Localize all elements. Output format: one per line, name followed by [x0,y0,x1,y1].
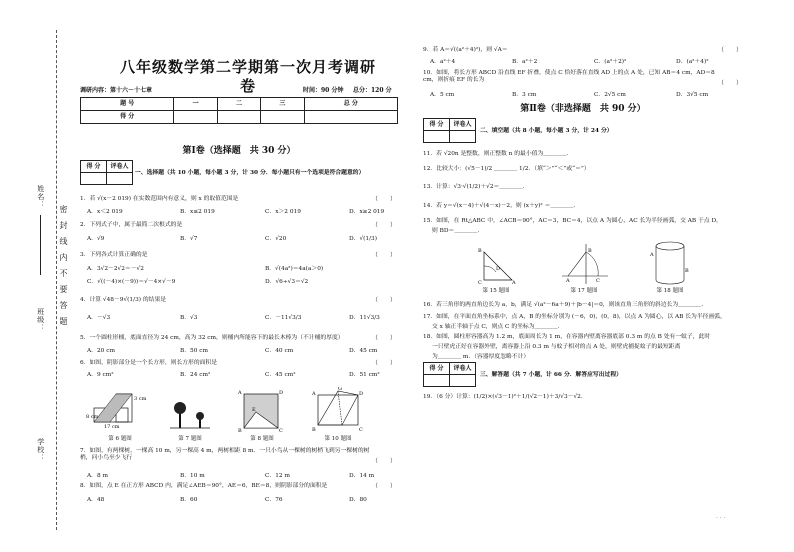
figure-17 [560,242,610,286]
svg-text:C: C [359,427,363,433]
grader-label: 评卷人 [107,161,133,173]
school-label: 学校： [36,438,45,462]
option[interactable]: B．√(4a²)＝4a(a＞0) [265,266,324,272]
option[interactable]: A．x＜2 019 [87,209,123,215]
grader-label: 得 分 [424,119,450,131]
option[interactable]: B．24 cm² [180,372,211,378]
question-13: 13．计算：√3·√(1/2)＋√2＝＿＿＿＿． [423,184,529,190]
option[interactable]: B．50 cm [180,348,209,354]
svg-text:E: E [252,407,256,413]
svg-text:B: B [685,268,689,274]
grader-label: 评卷人 [450,363,476,375]
exam-time: 时间：90 分钟 [303,87,344,94]
option[interactable]: D．3√5 cm [676,92,709,98]
option[interactable]: D．45 cm [349,348,378,354]
svg-text:A: A [238,390,242,396]
grader-cell[interactable] [450,131,476,143]
answer-paren[interactable]: （ ） [372,335,397,342]
grader-box-2 [423,118,476,143]
score-cell: 总 分 [304,98,397,111]
option[interactable]: A．5 cm [430,92,455,98]
caption-fig10: 第 10 题图 [324,436,352,442]
option[interactable]: D．11√3/3 [349,315,380,321]
question-12: 12．比较大小：(√5－1)/2 ＿＿＿＿ 1/2．（填“＞”“＜”或“＝”） [423,166,590,172]
option[interactable]: A．8 m [87,473,109,479]
question-17: 17．如图，在平面直角坐标系中，点 A，B 的坐标分别为 (－6，0)，(0，8)，以点 A 为圆心，以 AB 长为半径画弧， [423,314,726,320]
option[interactable]: C．－11√3/3 [265,315,302,321]
option[interactable]: C．12 m [265,473,290,479]
answer-paren[interactable]: （ ） [372,458,397,465]
answer-paren[interactable]: （ ） [372,360,397,367]
figure-18 [650,240,690,286]
question-2: 2．下列式子中，属于最简二次根式的是 [80,222,183,228]
score-cell[interactable] [174,111,217,124]
caption-fig8: 第 8 题图 [250,436,274,442]
exam-scope: 调研内容：第十六－十七章 [80,87,153,94]
option[interactable]: A．√9 [87,236,105,242]
fig6-label-bottom: 17 cm [104,424,120,430]
option[interactable]: B．x≤2 019 [180,209,215,215]
caption-fig15: 第 15 题图 [482,288,510,294]
question-7: 7．如图，有两棵树，一棵高 10 m，另一棵高 4 m，两树相距 8 m．一只小鸟从一棵树的树梢飞到另一棵树的树梢，问小鸟至少飞行 [80,448,370,462]
grader-label: 得 分 [81,161,107,173]
answer-paren[interactable]: （ ） [372,222,397,229]
grader-box-3 [423,362,476,387]
svg-text:C: C [478,280,482,284]
footer-mark: · · · [716,515,726,522]
option[interactable]: C．x＞2 019 [265,209,301,215]
svg-text:D: D [359,391,364,397]
option[interactable]: C．(a²＋2)² [594,59,627,65]
score-cell: 题 号 [81,98,174,111]
exam-total: 总分：120 分 [353,87,392,94]
section2-title: 二、填空题（共 8 小题，每小题 3 分，计 24 分） [480,128,613,134]
figure-7 [170,400,210,430]
option[interactable]: B．√3 [180,315,198,321]
svg-text:D: D [496,266,501,272]
question-17-cont: 交 x 轴正半轴于点 C，则点 C 的坐标为＿＿＿＿． [432,324,564,330]
figure-8 [238,390,284,432]
question-11: 11．若 √20n 是整数，则正整数 n 的最小值为＿＿＿＿． [423,151,573,157]
grader-cell[interactable] [107,173,133,185]
grader-label: 得 分 [424,363,450,375]
answer-paren[interactable]: （ ） [372,483,397,490]
svg-text:A: A [566,278,570,284]
class-label: 班级： [36,308,45,332]
caption-fig7: 第 7 题图 [178,436,202,442]
svg-text:B: B [588,248,592,254]
caption-fig17: 第 17 题图 [570,288,598,294]
grader-cell[interactable] [81,173,107,185]
svg-text:G: G [338,387,342,392]
question-15: 15．如图，在 Rt△ABC 中，∠ACB＝90°，AC＝3，BC＝4，以点 A 为圆心，AC 长为半径画弧，交 AB 于点 D， [423,218,722,224]
answer-paren[interactable]: （ ） [372,297,397,304]
question-19: 19．（6 分）计算：(1/2)×(√3－1)²＋1/(√2－1)＋3/√3－√2． [423,394,587,400]
question-15-cont: 则 BD＝＿＿＿＿． [432,228,484,234]
svg-text:B: B [312,427,316,433]
option[interactable]: D．√(1/3) [349,236,377,242]
score-cell: 得 分 [81,111,174,124]
question-14: 14．若 y＝√(x－4)＋√(4－x)－2，则 (x＋y)² ＝＿＿＿＿． [423,203,580,209]
score-cell: 二 [217,98,260,111]
svg-text:C: C [279,428,283,432]
option[interactable]: A．a²＋4 [430,59,456,65]
answer-paren[interactable]: （ ） [718,47,743,54]
exam-title: 八年级数学第二学期第一次月考调研卷 [119,58,376,95]
seal-dashed-line [56,30,57,530]
option[interactable]: D．14 m [349,473,375,479]
fig6-label-side: 8 cm [86,414,99,420]
question-18: 18．如图，圆柱形容器高为 1.2 m，底面周长为 1 m，在容器内壁离容器底部 0.3 m 的点 B 处有一蚊子，此时 [423,334,711,340]
grader-box-1 [80,160,133,185]
part2-title: 第Ⅱ卷（非选择题 共 90 分） [520,104,646,114]
question-3: 3．下列各式计算正确的是 [80,252,148,258]
score-table [80,97,398,124]
grader-cell[interactable] [424,375,450,387]
section3-title: 三、解答题（共 7 小题，计 66 分．解答应写出过程） [480,372,622,378]
svg-text:A: A [312,391,316,397]
option[interactable]: A．3√2－2√2＝－√2 [87,266,144,272]
svg-text:B: B [478,248,482,254]
answer-paren[interactable]: （ ） [718,80,743,87]
svg-text:A: A [650,252,654,258]
score-cell: 一 [174,98,217,111]
svg-text:D: D [279,390,284,396]
question-18-cont2: 为＿＿＿＿ m．（容器厚度忽略不计） [432,354,530,360]
question-18-cont: 一只壁虎正好在容器外壁，离容器上沿 0.3 m 与蚊子相对的点 A 处，则壁虎捕捉蚊子的最短距离 [432,344,681,350]
fig6-label-top: 3 cm [134,396,147,402]
figure-15 [478,244,518,284]
option[interactable]: A．－√3 [87,315,111,321]
svg-text:B: B [238,428,242,432]
question-5: 5．一个圆柱形桶，底面直径为 24 cm，高为 32 cm，则桶内所能容下的最长木棒为（不计桶的厚度） [80,335,344,341]
score-cell[interactable] [304,111,397,124]
caption-fig18: 第 18 题图 [656,288,684,294]
option[interactable]: B．10 m [180,473,205,479]
name-label: 姓名： [36,185,45,209]
option[interactable]: A．9 cm² [87,372,114,378]
question-6: 6．如图，阴影部分是一个长方形，则长方形的面积是 [80,360,218,366]
option[interactable]: C．2√5 cm [594,92,626,98]
question-1: 1．若 √(x－2 019) 在实数范围内有意义，则 x 的取值范围是 [80,196,239,202]
svg-text:C: C [596,278,600,284]
option[interactable]: D．x≥2 019 [349,209,385,215]
grader-cell[interactable] [450,375,476,387]
question-9: 9．若 A＝√((a²＋4)²)，则 √A＝ [423,47,508,53]
option[interactable]: C．√20 [265,236,287,242]
question-10: 10．如图，将长方形 ABCD 沿直线 EF 折叠，使点 C 恰好落在直线 AD 上的点 A 处，已知 AB＝4 cm，AD＝8 cm，则折痕 EF 的长为 [423,70,715,84]
answer-paren[interactable]: （ ） [372,252,397,259]
answer-paren[interactable]: （ ） [372,196,397,203]
option[interactable]: B．60 [180,497,198,503]
option[interactable]: D．√6÷√3＝√2 [265,279,309,285]
grader-cell[interactable] [424,131,450,143]
svg-text:A: A [512,280,516,284]
section1-instruction: 一、选择题（共 10 小题，每小题 3 分，计 30 分．每小题只有一个选项是符合题意的） [135,170,365,176]
score-cell[interactable] [261,111,304,124]
question-16: 16．若三角形的两直角边长为 a，b，满足 √(a²－6a＋9)＋|b－4|＝0，则该直角三角形的斜边长为＿＿＿＿． [423,302,708,308]
option[interactable]: B．3 cm [512,92,537,98]
option[interactable]: D．(a²＋4)² [676,59,709,65]
option[interactable]: D．51 cm² [349,372,380,378]
figure-10 [312,387,366,433]
option[interactable]: C．76 [265,497,283,503]
name-blank [40,215,41,275]
question-8: 8．如图，点 E 在正方形 ABCD 内，满足∠AEB＝90°，AE＝6，BE＝8，则阴影部分的面积是 [80,483,328,489]
figure-6 [86,390,152,430]
score-cell[interactable] [217,111,260,124]
option[interactable]: A．20 cm [87,348,115,354]
option[interactable]: A．48 [87,497,105,503]
part1-title: 第Ⅰ卷（选择题 共 30 分） [182,146,296,156]
score-cell: 三 [261,98,304,111]
option[interactable]: D．80 [349,497,367,503]
option[interactable]: C．√((－4)×(－9))＝√－4×√－9 [87,279,176,285]
option[interactable]: B．√7 [180,236,198,242]
caption-fig6: 第 6 题图 [108,436,132,442]
option[interactable]: B．a²＋2 [512,59,538,65]
seal-line-text: 密封线内不要答题 [59,205,68,333]
option[interactable]: C．45 cm² [265,372,296,378]
question-4: 4．计算 √48－9√(1/3) 的结果是 [80,297,167,303]
option[interactable]: C．40 cm [265,348,294,354]
grader-label: 评卷人 [450,119,476,131]
